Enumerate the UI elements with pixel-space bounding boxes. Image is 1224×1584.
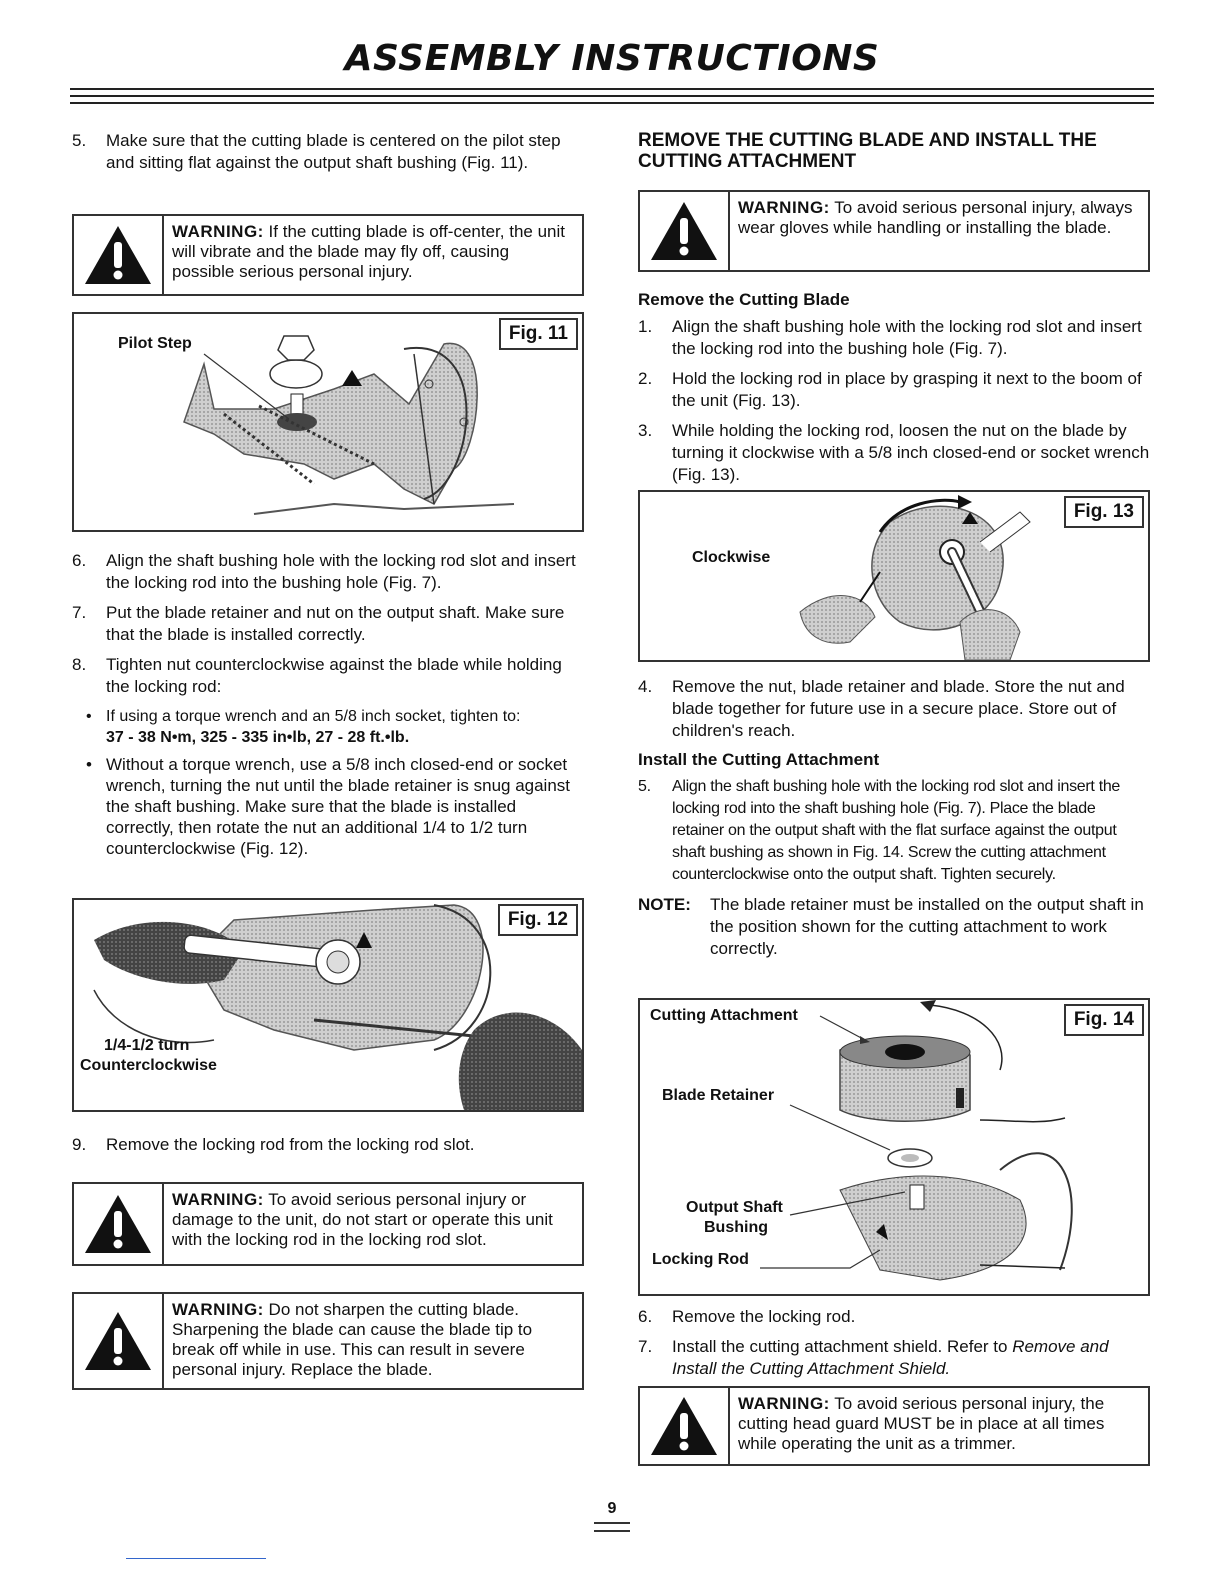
warning-box-locking-rod: WARNING: To avoid serious personal injury or damage to the unit, do not start or operate this unit with the locking rod in the locking rod slot. bbox=[72, 1182, 584, 1266]
warning-box-guard: WARNING: To avoid serious personal injury, the cutting head guard MUST be in place at all times while operating the unit as a trimmer. bbox=[638, 1386, 1150, 1466]
step-7-left: 7. Put the blade retainer and nut on the output shaft. Make sure that the blade is installed correctly. bbox=[72, 603, 565, 644]
step-1-right: 1. Align the shaft bushing hole with the locking rod slot and insert the locking rod into the bushing hole (Fig. 7). bbox=[638, 317, 1142, 358]
step-8-left: 8. Tighten nut counterclockwise against the blade while holding the locking rod: bbox=[72, 655, 562, 696]
warning-box-gloves: WARNING: To avoid serious personal injury, always wear gloves while handling or installing the blade. bbox=[638, 190, 1150, 272]
right-column-top bbox=[638, 130, 1150, 172]
warning-box-sharpen: WARNING: Do not sharpen the cutting blade. Sharpening the blade can cause the blade tip to break off while in use. This can result in severe personal injury. Replace the blade. bbox=[72, 1292, 584, 1390]
right-final-steps bbox=[638, 1306, 1150, 1388]
subhead-install-attachment: Install the Cutting Attachment bbox=[638, 750, 880, 769]
header-rule-mid bbox=[70, 95, 1154, 97]
remove-blade-section bbox=[638, 286, 1150, 494]
step-6-left: 6. Align the shaft bushing hole with the locking rod slot and insert the locking rod into the bushing hole (Fig. 7). bbox=[72, 551, 576, 592]
figure-label: Fig. 11 bbox=[499, 318, 578, 350]
step-7-right: 7. Install the cutting attachment shield. Refer to Remove and Install the Cutting Attachment Shield. bbox=[638, 1337, 1109, 1378]
warning-icon bbox=[640, 192, 730, 270]
callout-locking-rod: Locking Rod bbox=[652, 1251, 749, 1268]
step-2-right: 2. Hold the locking rod in place by grasping it next to the boom of the unit (Fig. 13). bbox=[638, 369, 1142, 410]
step-4-right: 4. Remove the nut, blade retainer and blade. Store the nut and blade together for future use in a secure place. Store out of children's reach. bbox=[638, 677, 1125, 740]
warning-icon bbox=[640, 1388, 730, 1464]
figure-label: Fig. 13 bbox=[1064, 496, 1144, 528]
install-attachment-section bbox=[638, 676, 1150, 960]
callout-counterclockwise: Counterclockwise bbox=[80, 1057, 217, 1074]
figure-14 bbox=[638, 998, 1150, 1296]
step-6-right: 6. Remove the locking rod. bbox=[638, 1307, 856, 1326]
note: NOTE: The blade retainer must be installed on the output shaft in the position shown for the cutting attachment to work correctly. bbox=[638, 895, 1144, 958]
warning-icon bbox=[74, 1294, 164, 1388]
step-3-right: 3. While holding the locking rod, loosen the nut on the blade by turning it clockwise with a 5/8 inch closed-end or socket wrench (Fig. 13). bbox=[638, 421, 1150, 484]
figure-label: Fig. 14 bbox=[1064, 1004, 1144, 1036]
left-steps-6-8 bbox=[72, 550, 584, 865]
figure-label: Fig. 12 bbox=[498, 904, 578, 936]
warning-box-off-center: WARNING: If the cutting blade is off-center, the unit will vibrate and the blade may fly off, causing possible serious personal injury. bbox=[72, 214, 584, 296]
figure-13 bbox=[638, 490, 1150, 662]
figure-11 bbox=[72, 312, 584, 532]
page-number-rule-bottom bbox=[594, 1530, 630, 1532]
subhead-remove-blade: Remove the Cutting Blade bbox=[638, 290, 850, 309]
header-rule-top bbox=[70, 88, 1154, 90]
page-title: ASSEMBLY INSTRUCTIONS bbox=[344, 38, 880, 79]
figure-12 bbox=[72, 898, 584, 1112]
bullet-torque-wrench: • If using a torque wrench and an 5/8 inch socket, tighten to: 37 - 38 N•m, 325 - 335 in•lb, 27 - 28 ft.•lb. bbox=[86, 708, 521, 746]
section-title: REMOVE THE CUTTING BLADE AND INSTALL THE CUTTING ATTACHMENT bbox=[638, 130, 1097, 172]
left-step-9 bbox=[72, 1134, 584, 1164]
blade-illustration bbox=[74, 314, 582, 530]
page-number-rule-top bbox=[594, 1522, 630, 1524]
bullet-no-torque-wrench: • Without a torque wrench, use a 5/8 inch closed-end or socket wrench, turning the nut until the blade retainer is snug against the shaft bushing. Make sure that the blade is installed correctly, then rotate the nut an additional 1/4 to 1/2 turn counterclockwise (Fig. 12). bbox=[86, 755, 571, 858]
footer-link-line bbox=[126, 1558, 266, 1559]
callout-cutting-attachment: Cutting Attachment bbox=[650, 1007, 798, 1024]
left-column bbox=[72, 130, 584, 182]
page-number: 9 bbox=[607, 1500, 617, 1517]
callout-pilot-step: Pilot Step bbox=[118, 335, 192, 352]
step-5-right: 5. Align the shaft bushing hole with the locking rod slot and insert the locking rod into the shaft bushing hole (Fig. 7). Place the blade retainer on the output shaft with the flat surface against the output shaft bushing as shown in Fig. 14. Screw the cutting attachment counterclockwise onto the output shaft. Tighten securely. bbox=[638, 778, 1121, 883]
loosen-nut-illustration bbox=[640, 492, 1148, 660]
callout-clockwise: Clockwise bbox=[692, 549, 771, 566]
callout-bushing: Bushing bbox=[704, 1219, 768, 1236]
callout-blade-retainer: Blade Retainer bbox=[662, 1087, 775, 1104]
step-5-left: 5. Make sure that the cutting blade is centered on the pilot step and sitting flat against the output shaft bushing (Fig. 11). bbox=[72, 131, 561, 172]
callout-turn-amount: 1/4-1/2 turn bbox=[104, 1037, 190, 1054]
warning-icon bbox=[74, 1184, 164, 1264]
wrench-illustration bbox=[74, 900, 582, 1110]
warning-icon bbox=[74, 216, 164, 294]
callout-output-shaft: Output Shaft bbox=[686, 1199, 783, 1216]
step-9-left: 9. Remove the locking rod from the locking rod slot. bbox=[72, 1135, 475, 1154]
header-rule-bottom bbox=[70, 102, 1154, 104]
